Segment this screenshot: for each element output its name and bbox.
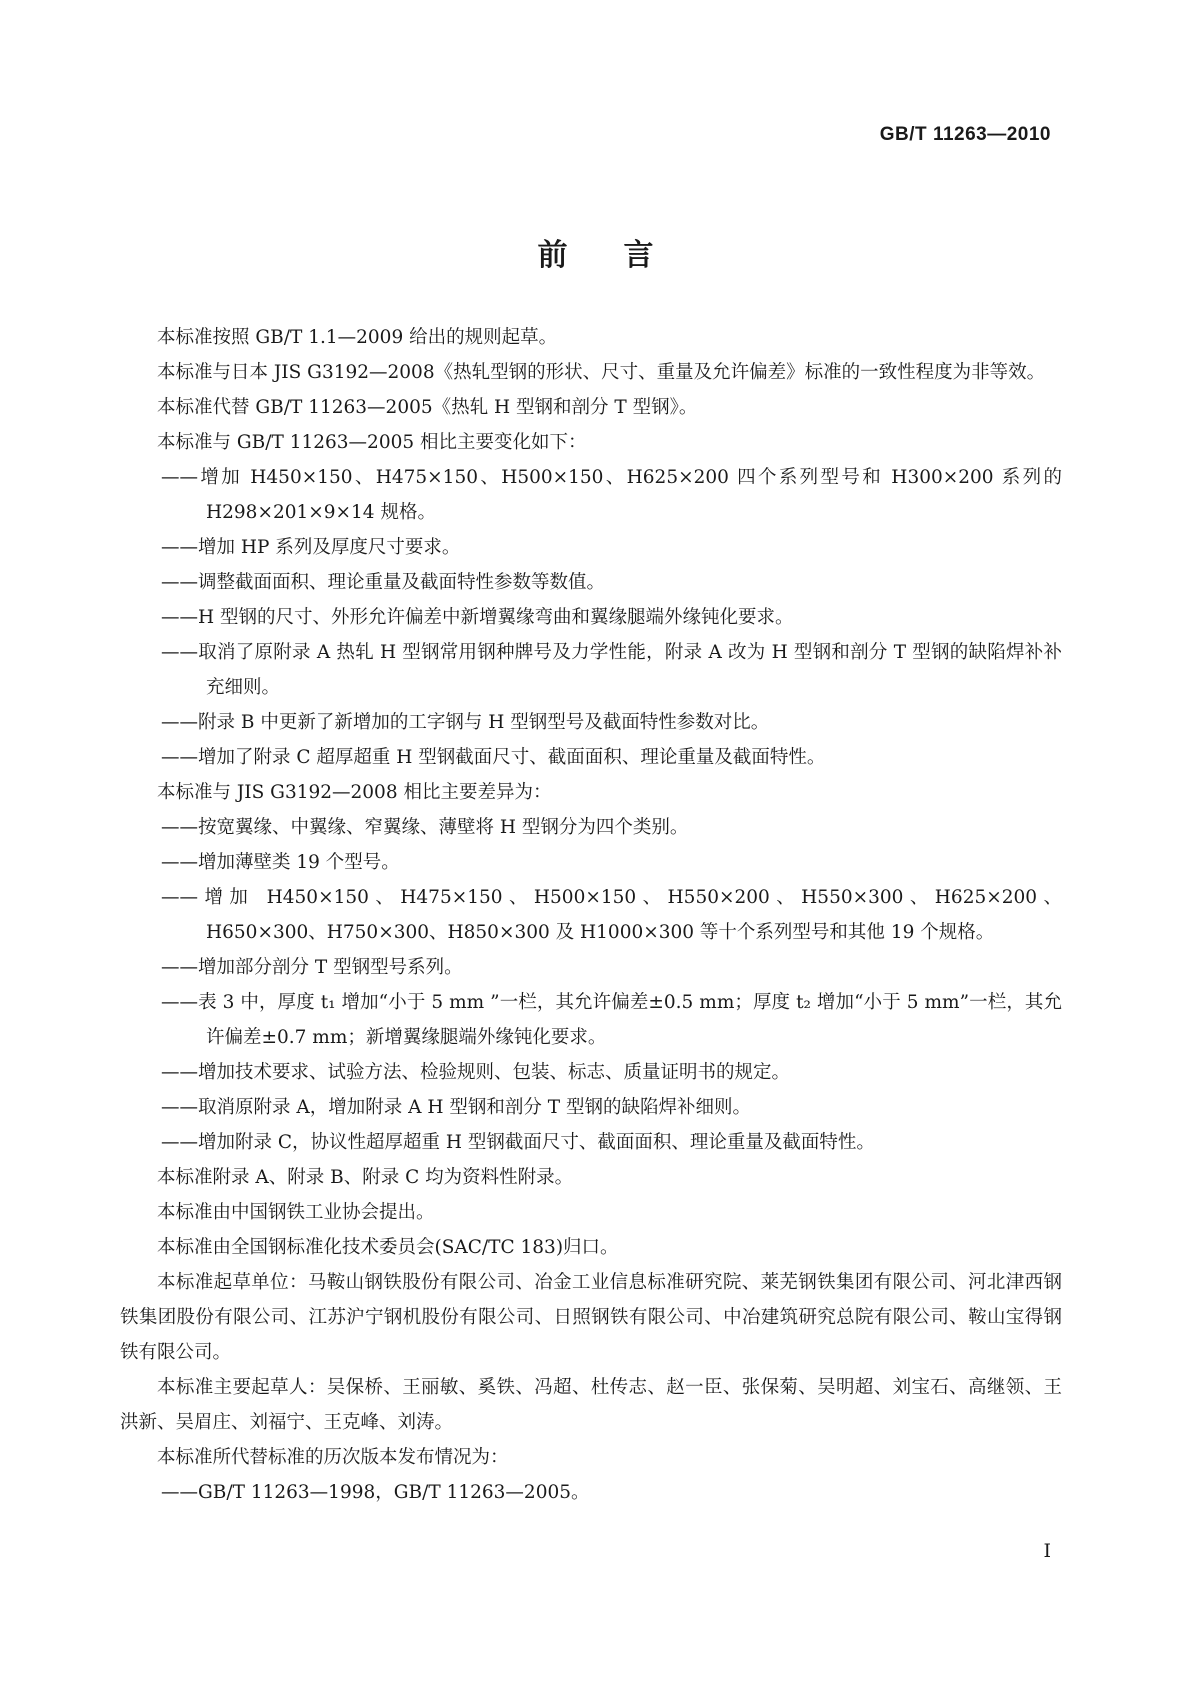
list-item-difference: ——增加附录 C，协议性超厚超重 H 型钢截面尺寸、截面面积、理论重量及截面特性。 [161,1132,875,1153]
list-item-change: ——增加 HP 系列及厚度尺寸要求。 [161,537,461,558]
list-item-history: ——GB/T 11263—1998，GB/T 11263—2005。 [161,1482,590,1503]
list-item-difference: ——增加薄壁类 19 个型号。 [161,852,400,873]
list-item-difference: ——增加部分剖分 T 型钢型号系列。 [161,957,463,978]
document-body [120,320,1062,1510]
list-item-change: ——附录 B 中更新了新增加的工字钢与 H 型钢型号及截面特性参数对比。 [161,712,770,733]
paragraph-drafting-units: 本标准起草单位：马鞍山钢铁股份有限公司、冶金工业信息标准研究院、莱芜钢铁集团有限公司、河北津西钢铁集团股份有限公司、江苏沪宁钢机股份有限公司、日照钢铁有限公司、中冶建筑研究总院有限公司、鞍山宝得钢铁有限公司。 [120,1272,1062,1363]
list-item-change: ——H 型钢的尺寸、外形允许偏差中新增翼缘弯曲和翼缘腿端外缘钝化要求。 [161,607,794,628]
paragraph-replaces: 本标准代替 GB/T 11263—2005《热轧 H 型钢和剖分 T 型钢》。 [157,397,698,418]
page-number: I [1043,1540,1051,1562]
paragraph-proposed-by: 本标准由中国钢铁工业协会提出。 [157,1202,435,1223]
list-item-change: ——取消了原附录 A 热轧 H 型钢常用钢种牌号及力学性能，附录 A 改为 H 型钢和剖分 T 型钢的缺陷焊补补充细则。 [161,642,1062,698]
paragraph-centralized-by: 本标准由全国钢标准化技术委员会(SAC/TC 183)归口。 [157,1237,619,1258]
list-item-difference: ——增加技术要求、试验方法、检验规则、包装、标志、质量证明书的规定。 [161,1062,791,1083]
paragraph-changes-intro: 本标准与 GB/T 11263—2005 相比主要变化如下： [157,432,587,453]
standard-number: GB/T 11263—2010 [879,124,1051,145]
list-item-change: ——增加了附录 C 超厚超重 H 型钢截面尺寸、截面面积、理论重量及截面特性。 [161,747,826,768]
paragraph-drafting-rules: 本标准按照 GB/T 1.1—2009 给出的规则起草。 [157,327,558,348]
list-item-difference: ——按宽翼缘、中翼缘、窄翼缘、薄壁将 H 型钢分为四个类别。 [161,817,689,838]
list-item-change: ——调整截面面积、理论重量及截面特性参数等数值。 [161,572,606,593]
list-item-difference: ——取消原附录 A，增加附录 A H 型钢和剖分 T 型钢的缺陷焊补细则。 [161,1097,751,1118]
paragraph-equivalence: 本标准与日本 JIS G3192—2008《热轧型钢的形状、尺寸、重量及允许偏差》标准的一致性程度为非等效。 [157,362,1046,383]
page-title: 前言 [537,238,710,273]
paragraph-differences-intro: 本标准与 JIS G3192—2008 相比主要差异为： [157,782,552,803]
paragraph-annexes: 本标准附录 A、附录 B、附录 C 均为资料性附录。 [157,1167,574,1188]
paragraph-drafters: 本标准主要起草人：吴保桥、王丽敏、奚铁、冯超、杜传志、赵一臣、张保菊、吴明超、刘宝石、高继领、王洪新、吴眉庄、刘福宁、王克峰、刘涛。 [120,1377,1062,1433]
list-item-change: ——增加 H450×150、H475×150、H500×150、H625×200 四个系列型号和 H300×200 系列的 H298×201×9×14 规格。 [161,467,1062,523]
list-item-difference: ——表 3 中，厚度 t₁ 增加“小于 5 mm ”一栏，其允许偏差±0.5 mm；厚度 t₂ 增加“小于 5 mm”一栏，其允许偏差±0.7 mm；新增翼缘腿端外缘钝化要求。 [161,992,1062,1048]
list-item-difference: ——增加 H450×150、H475×150、H500×150、H550×200、H550×300、H625×200、H650×300、H750×300、H850×300 及 H1000×300 等十个系列型号和其他 19 个规格。 [161,887,1062,943]
paragraph-history-intro: 本标准所代替标准的历次版本发布情况为： [157,1447,509,1468]
